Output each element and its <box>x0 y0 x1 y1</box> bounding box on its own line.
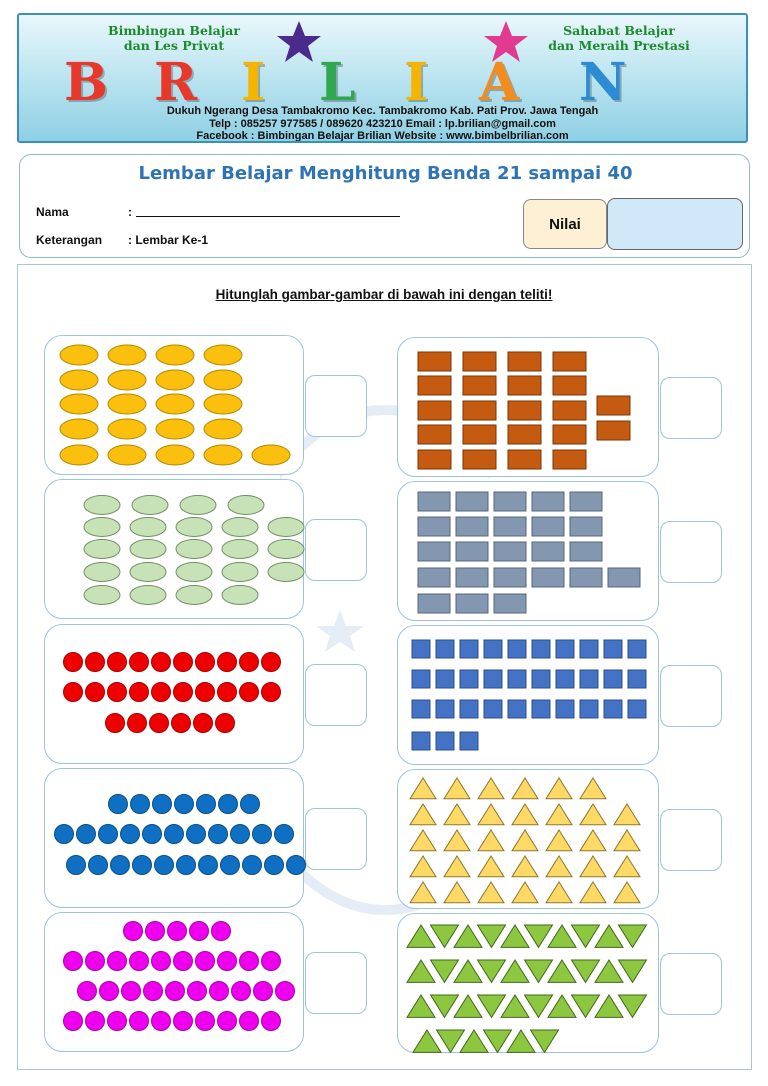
worksheet-header <box>19 154 750 258</box>
banner-tagline-left-line1: Bimbingan Belajar <box>108 23 240 38</box>
counting-card-1 <box>44 335 304 475</box>
answer-box-1[interactable] <box>305 375 367 437</box>
answer-box-5[interactable] <box>305 664 367 726</box>
banner-tagline-left <box>89 23 259 53</box>
counting-card-5 <box>44 624 304 764</box>
brand-logo <box>19 52 748 113</box>
banner-phone-email: Telp : 085257 977585 / 089620 423210 Email : lp.brilian@gmail.com <box>209 117 556 130</box>
banner-tagline-left-line2: dan Les Privat <box>123 38 225 53</box>
name-label: Nama <box>36 205 69 219</box>
counting-card-10 <box>397 913 659 1053</box>
counting-card-2 <box>397 337 659 477</box>
brand-letter: L <box>319 52 356 113</box>
note-value: : Lembar Ke-1 <box>128 233 209 247</box>
counting-card-4 <box>397 481 659 621</box>
brand-letter: I <box>241 52 266 113</box>
banner-tagline-right-line2: dan Meraih Prestasi <box>548 38 690 53</box>
counting-card-9 <box>44 912 304 1052</box>
banner-social: Facebook : Bimbingan Belajar Brilian Website : www.bimbelbrilian.com <box>196 130 569 142</box>
brand-letter: I <box>404 52 429 113</box>
brand-letter: N <box>579 52 627 113</box>
counting-card-8 <box>397 769 659 909</box>
name-colon: : <box>128 205 132 219</box>
brand-letter: A <box>479 52 520 113</box>
answer-box-6[interactable] <box>660 665 722 727</box>
answer-box-2[interactable] <box>660 377 722 439</box>
worksheet-title: Lembar Belajar Menghitung Benda 21 sampai 40 <box>138 163 633 184</box>
banner-tagline-right-line1: Sahabat Belajar <box>563 23 675 38</box>
counting-card-6 <box>397 625 659 765</box>
answer-box-3[interactable] <box>305 519 367 581</box>
name-field[interactable] <box>136 216 400 217</box>
brand-letter: R <box>154 52 198 113</box>
answer-box-9[interactable] <box>305 952 367 1014</box>
counting-card-7 <box>44 768 304 908</box>
score-label: Nilai <box>523 199 607 249</box>
brand-letter: B <box>64 52 108 113</box>
answer-box-4[interactable] <box>660 521 722 583</box>
banner-contact-info <box>19 105 746 143</box>
answer-box-7[interactable] <box>305 808 367 870</box>
counting-card-3 <box>44 479 304 619</box>
score-field[interactable] <box>607 198 743 250</box>
answer-box-10[interactable] <box>660 953 722 1015</box>
header-banner <box>17 13 748 143</box>
banner-tagline-right <box>534 23 704 53</box>
banner-address: Dukuh Ngerang Desa Tambakromo Kec. Tambakromo Kab. Pati Prov. Jawa Tengah <box>166 105 599 117</box>
note-label: Keterangan <box>36 233 103 247</box>
answer-box-8[interactable] <box>660 809 722 871</box>
instruction-text: Hitunglah gambar-gambar di bawah ini dengan teliti! <box>215 287 553 302</box>
